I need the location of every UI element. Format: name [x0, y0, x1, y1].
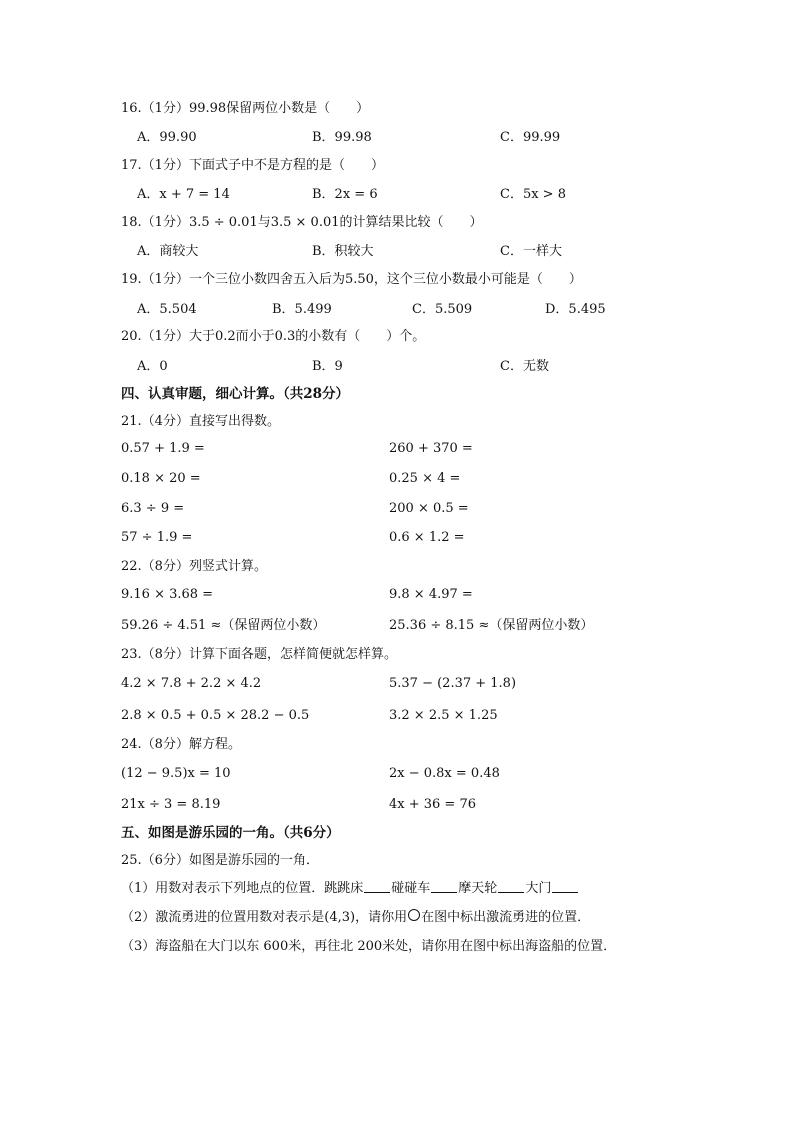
- q18-option-c: C．一样大: [500, 244, 562, 259]
- q25-part-1-word: 大门: [525, 881, 552, 896]
- q21-item: 0.57 + 1.9 =: [121, 441, 205, 456]
- q17-option-b: B．2x = 6: [312, 187, 378, 202]
- q20-option-c: C．无数: [500, 359, 549, 374]
- q23-item: 4.2 × 7.8 + 2.2 × 4.2: [121, 676, 262, 691]
- q20-option-a: A．0: [137, 359, 168, 374]
- q20-option-b: B．9: [312, 359, 343, 374]
- q25-part-2: [121, 909, 590, 926]
- q25-part-3: （3）海盗船在大门以东 600米，再往北 200米处，请你用在图中标出海盗船的位置．: [121, 939, 617, 954]
- q16-stem: 16.（1分）99.98保留两位小数是（ ）: [121, 101, 370, 116]
- q23-item: 5.37 − (2.37 + 1.8): [389, 676, 517, 691]
- q25-part-1-word: 摩天轮: [458, 881, 498, 896]
- q16-option-b: B．99.98: [312, 130, 372, 145]
- q21-item: 57 ÷ 1.9 =: [121, 530, 193, 545]
- q16-option-c: C．99.99: [500, 130, 561, 145]
- q16-option-a: A．99.90: [137, 130, 197, 145]
- q23-stem: 23.（8分）计算下面各题，怎样简便就怎样算。: [121, 647, 397, 662]
- section-4-heading: 四、认真审题，细心计算。（共28分）: [121, 386, 350, 402]
- q24-item: 21x ÷ 3 = 8.19: [121, 797, 221, 812]
- q21-item: 200 × 0.5 =: [389, 501, 469, 516]
- q18-option-b: B．积较大: [312, 244, 374, 259]
- answer-blank[interactable]: [364, 880, 390, 893]
- q25-part-1-lead: （1）用数对表示下列地点的位置．跳跳床: [121, 881, 364, 896]
- q21-stem: 21.（4分）直接写出得数。: [121, 414, 280, 429]
- q17-option-c: C．5x > 8: [500, 187, 566, 202]
- q19-option-d: D．5.495: [545, 302, 606, 317]
- q25-part-1: [121, 880, 579, 897]
- section-5-heading: 五、如图是游乐园的一角。（共6分）: [121, 825, 340, 841]
- answer-blank[interactable]: [431, 880, 457, 893]
- q18-option-a: A．商较大: [137, 244, 199, 259]
- q19-option-a: A．5.504: [137, 302, 197, 317]
- q24-stem: 24.（8分）解方程。: [121, 737, 241, 752]
- answer-blank[interactable]: [498, 880, 524, 893]
- q25-stem: 25.（6分）如图是游乐园的一角．: [121, 853, 319, 868]
- q21-item: 0.18 × 20 =: [121, 471, 201, 486]
- q25-part-1-word: 碰碰车: [391, 881, 431, 896]
- q21-item: 0.25 × 4 =: [389, 471, 461, 486]
- q21-item: 0.6 × 1.2 =: [389, 530, 465, 545]
- q21-item: 6.3 ÷ 9 =: [121, 501, 185, 516]
- q22-item: 9.8 × 4.97 =: [389, 587, 473, 602]
- q19-option-c: C．5.509: [412, 302, 473, 317]
- q24-item: 2x − 0.8x = 0.48: [389, 766, 500, 781]
- q24-item: 4x + 36 = 76: [389, 797, 477, 812]
- q25-part-2-lead: （2）激流勇进的位置用数对表示是(4,3)，请你用: [121, 910, 408, 925]
- q20-stem: 20.（1分）大于0.2而小于0.3的小数有（ ）个。: [121, 329, 426, 344]
- q17-stem: 17.（1分）下面式子中不是方程的是（ ）: [121, 158, 384, 173]
- q24-item: (12 − 9.5)x = 10: [121, 766, 231, 781]
- q22-stem: 22.（8分）列竖式计算。: [121, 559, 267, 574]
- q22-item: 25.36 ÷ 8.15 ≈（保留两位小数）: [389, 618, 594, 633]
- q23-item: 3.2 × 2.5 × 1.25: [389, 708, 498, 723]
- q23-item: 2.8 × 0.5 + 0.5 × 28.2 − 0.5: [121, 708, 310, 723]
- q17-option-a: A．x + 7 = 14: [137, 187, 230, 202]
- q18-stem: 18.（1分）3.5 ÷ 0.01与3.5 × 0.01的计算结果比较（ ）: [121, 215, 483, 230]
- q25-part-2-tail: 在图中标出激流勇进的位置．: [421, 910, 591, 925]
- answer-blank[interactable]: [552, 880, 578, 893]
- q19-stem: 19.（1分）一个三位小数四舍五入后为5.50，这个三位小数最小可能是（ ）: [121, 272, 582, 287]
- q21-item: 260 + 370 =: [389, 441, 473, 456]
- q19-option-b: B．5.499: [272, 302, 332, 317]
- circle-icon: [408, 909, 420, 921]
- q22-item: 59.26 ÷ 4.51 ≈（保留两位小数）: [121, 618, 326, 633]
- q22-item: 9.16 × 3.68 =: [121, 587, 214, 602]
